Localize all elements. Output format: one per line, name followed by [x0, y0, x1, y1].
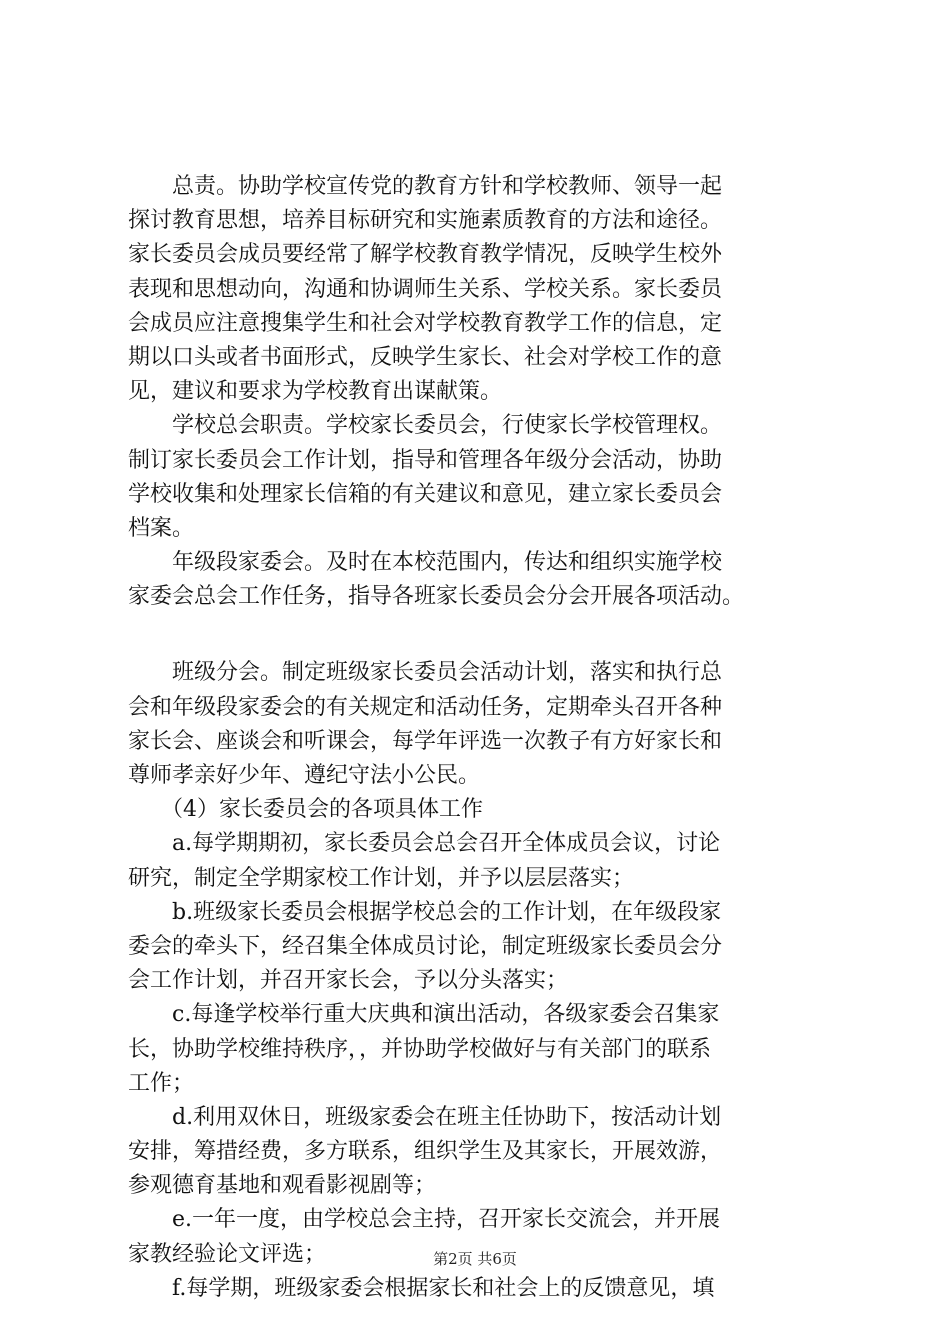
text-line: 工作；: [128, 1070, 195, 1096]
text-line: f.每学期，班级家委会根据家长和社会上的反馈意见，填: [128, 1275, 715, 1301]
text-line: 家委会总会工作任务，指导各班家长委员会分会开展各项活动。: [128, 584, 745, 610]
text-line: 学校总会职责。学校家长委员会，行使家长学校管理权。: [128, 413, 723, 439]
text-line: 会成员应注意搜集学生和社会对学校教育教学工作的信息，定: [128, 310, 723, 336]
text-line: 家长委员会成员要经常了解学校教育教学情况，反映学生校外: [128, 242, 723, 268]
text-line: 总责。协助学校宣传党的教育方针和学校教师、领导一起: [128, 174, 723, 199]
text-line: e.一年一度，由学校总会主持，召开家长交流会，并开展: [128, 1207, 721, 1233]
text-line: 班级分会。制定班级家长委员会活动计划，落实和执行总: [128, 660, 723, 686]
text-line: 安排，筹措经费，多方联系，组织学生及其家长，开展效游，: [128, 1139, 723, 1165]
document-body: [128, 170, 838, 1306]
text-line: 期以口头或者书面形式，反映学生家长、社会对学校工作的意: [128, 344, 723, 370]
text-line: 学校收集和处理家长信箱的有关建议和意见，建立家长委员会: [128, 481, 723, 507]
text-line: 尊师孝亲好少年、遵纪守法小公民。: [128, 763, 481, 788]
text-line: （4）家长委员会的各项具体工作: [128, 797, 483, 823]
text-line: 见，建议和要求为学校教育出谋献策。: [128, 379, 503, 405]
text-line: 家教经验论文评选；: [128, 1241, 327, 1267]
text-line: 表现和思想动向，沟通和协调师生关系、学校关系。家长委员: [128, 276, 723, 302]
text-line: 档案。: [128, 515, 195, 541]
text-line: 探讨教育思想，培养目标研究和实施素质教育的方法和途径。: [128, 208, 723, 234]
text-line: 年级段家委会。及时在本校范围内，传达和组织实施学校: [128, 550, 723, 576]
text-line: a.每学期期初，家长委员会总会召开全体成员会议，讨论: [128, 831, 721, 857]
text-line: 委会的牵头下，经召集全体成员讨论，制定班级家长委员会分: [128, 933, 723, 959]
text-line: 会工作计划，并召开家长会，予以分头落实；: [128, 968, 569, 994]
paragraph-gap: [128, 614, 838, 656]
text-line: 会和年级段家委会的有关规定和活动任务，定期牵头召开各种: [128, 694, 723, 720]
text-line: c.每逢学校举行重大庆典和演出活动，各级家委会召集家: [128, 1002, 720, 1028]
text-line: 家长会、座谈会和听课会，每学年评选一次教子有方好家长和: [128, 728, 723, 754]
text-line: 制订家长委员会工作计划，指导和管理各年级分会活动，协助: [128, 447, 723, 473]
text-line: 参观德育基地和观看影视剧等；: [128, 1173, 437, 1199]
page-number: 第2页 共6页: [433, 1250, 517, 1268]
text-line: d.利用双休日，班级家委会在班主任协助下，按活动计划: [128, 1104, 722, 1130]
text-line: b.班级家长委员会根据学校总会的工作计划，在年级段家: [128, 899, 722, 925]
text-line: 长，协助学校维持秩序，，并协助学校做好与有关部门的联系: [128, 1036, 712, 1062]
text-line: 研究，制定全学期家校工作计划，并予以层层落实；: [128, 865, 635, 891]
